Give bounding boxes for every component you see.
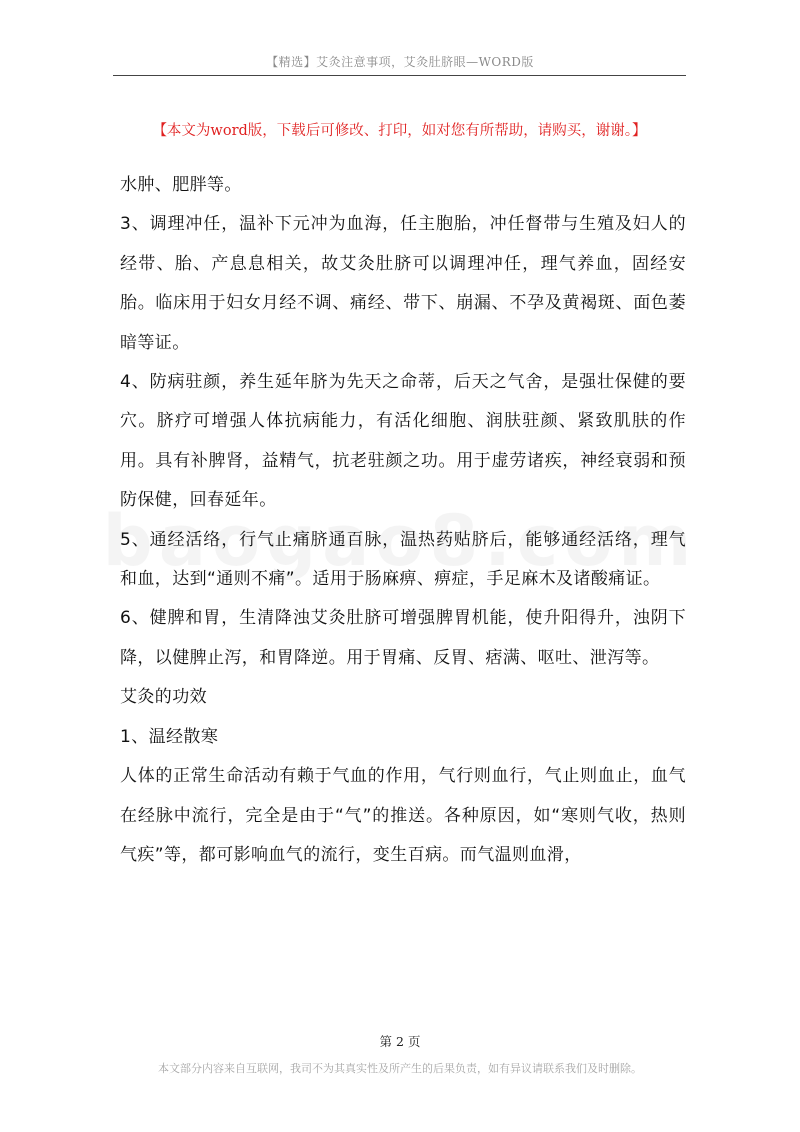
document-body (120, 166, 686, 875)
paragraph: 3、调理冲任，温补下元冲为血海，任主胞胎，冲任督带与生殖及妇人的经带、胎、产息息相关，故艾灸肚脐可以调理冲任，理气养血，固经安胎。临床用于妇女月经不调、痛经、带下、崩漏、不孕及黄褐斑、面色萎暗等证。 (120, 214, 686, 353)
paragraph: 人体的正常生命活动有赖于气血的作用，气行则血行，气止则血止，血气在经脉中流行，完全是由于“气”的推送。各种原因，如“寒则气收，热则气疾”等，都可影响血气的流行，变生百病。而气温则血滑， (120, 766, 686, 865)
subsection-heading: 1、温经散寒 (120, 726, 219, 747)
paragraph: 4、防病驻颜，养生延年脐为先天之命蒂，后天之气舍，是强壮保健的要穴。脐疗可增强人体抗病能力，有活化细胞、润肤驻颜、紧致肌肤的作用。具有补脾肾，益精气，抗老驻颜之功。用于虚劳诸疾，神经衰弱和预防保健，回春延年。 (120, 372, 686, 511)
header-divider (113, 75, 686, 76)
download-notice: 【本文为word版，下载后可修改、打印，如对您有所帮助，请购买，谢谢。】 (152, 123, 647, 139)
section-heading: 艾灸的功效 (120, 687, 207, 708)
paragraph: 6、健脾和胃，生清降浊艾灸肚脐可增强脾胃机能，使升阳得升，浊阴下降，以健脾止泻，和胃降逆。用于胃痛、反胃、痞满、呕吐、泄泻等。 (120, 608, 686, 668)
page-number: 第 2 页 (379, 1034, 421, 1049)
page-header: 【精选】艾灸注意事项，艾灸肚脐眼—WORD版 (266, 55, 534, 69)
footer-disclaimer: 本文部分内容来自互联网，我司不为其真实性及所产生的后果负责，如有异议请联系我们及时删除。 (158, 1062, 642, 1075)
paragraph: 5、通经活络，行气止痛脐通百脉，温热药贴脐后，能够通经活络，理气和血，达到“通则不痛”。适用于肠麻痹、痹症，手足麻木及诸酸痛证。 (120, 529, 686, 590)
paragraph: 水肿、肥胖等。 (120, 175, 242, 195)
